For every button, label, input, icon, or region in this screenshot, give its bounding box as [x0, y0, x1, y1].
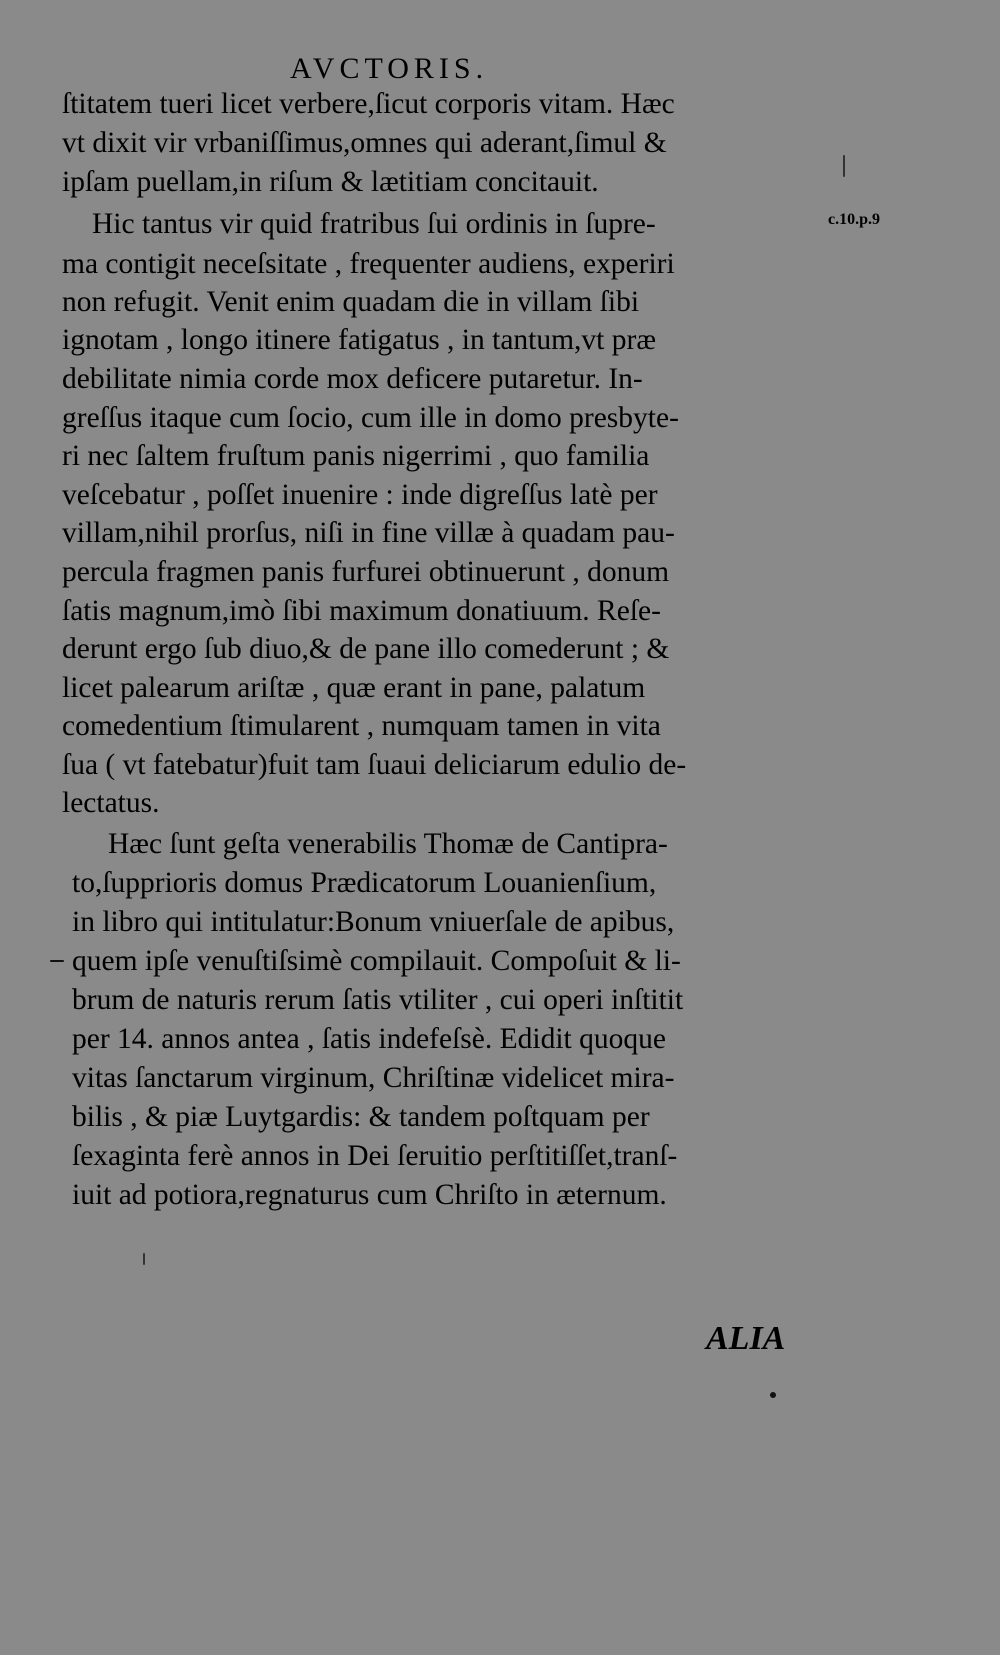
scan-speck [50, 960, 64, 962]
text-line: greſſus itaque cum ſocio, cum ille in domo presbyte- [62, 402, 679, 434]
text-line: villam,nihil prorſus, niſi in fine villæ à quadam pau- [62, 517, 675, 549]
scan-speck [143, 1253, 145, 1265]
scan-speck [770, 1392, 776, 1398]
scan-speck [843, 155, 845, 177]
text-line: in libro qui intitulatur:Bonum vniuerſale de apibus, [72, 906, 675, 938]
text-line: percula fragmen panis furfurei obtinuerunt , donum [62, 556, 670, 588]
text-line: per 14. annos antea , ſatis indefeſsè. Edidit quoque [72, 1023, 666, 1055]
text-line: comedentium ſtimularent , numquam tamen in vita [62, 710, 661, 742]
text-line: iuit ad potiora,regnaturus cum Chriſto in æternum. [72, 1179, 667, 1211]
text-line: licet palearum ariſtæ , quæ erant in pane, palatum [62, 672, 646, 704]
text-line: brum de naturis rerum ſatis vtiliter , cui operi inſtitit [72, 984, 684, 1016]
text-line: ſtitatem tueri licet verbere,ſicut corporis vitam. Hæc [62, 88, 675, 120]
text-line: ignotam , longo itinere fatigatus , in tantum,vt præ [62, 324, 657, 356]
running-head: AVCTORIS. [290, 52, 489, 85]
text-line: vt dixit vir vrbaniſſimus,omnes qui aderant,ſimul & [62, 127, 667, 159]
text-line: ma contigit neceſsitate , frequenter audiens, experiri [62, 248, 675, 280]
text-line: to,ſupprioris domus Prædicatorum Louanienſium, [72, 867, 657, 899]
catchword: ALIA [706, 1320, 786, 1357]
text-line: bilis , & piæ Luytgardis: & tandem poſtquam per [72, 1101, 650, 1133]
text-line: veſcebatur , poſſet inuenire : inde digreſſus latè per [62, 479, 658, 511]
text-line: ri nec ſaltem fruſtum panis nigerrimi , quo familia [62, 440, 650, 472]
text-line: non refugit. Venit enim quadam die in villam ſibi [62, 286, 640, 318]
text-line: vitas ſanctarum virginum, Chriſtinæ videlicet mira- [72, 1062, 675, 1094]
text-line: lectatus. [62, 787, 160, 819]
text-line: ipſam puellam,in riſum & lætitiam concitauit. [62, 166, 599, 198]
text-line: Hic tantus vir quid fratribus ſui ordinis in ſupre- [92, 208, 656, 240]
text-line: Hæc ſunt geſta venerabilis Thomæ de Cantipra- [108, 828, 668, 860]
margin-note: c.10.p.9 [828, 211, 880, 228]
text-line: derunt ergo ſub diuo,& de pane illo comederunt ; & [62, 633, 670, 665]
text-line: ſatis magnum,imò ſibi maximum donatiuum. Reſe- [62, 595, 661, 627]
text-line: ſua ( vt fatebatur)fuit tam ſuaui deliciarum edulio de- [62, 749, 687, 781]
text-line: quem ipſe venuſtiſsimè compilauit. Compoſuit & li- [72, 945, 681, 977]
text-line: ſexaginta ferè annos in Dei ſeruitio perſtitiſſet,tranſ- [72, 1140, 678, 1172]
text-line: debilitate nimia corde mox deficere putaretur. In- [62, 363, 643, 395]
